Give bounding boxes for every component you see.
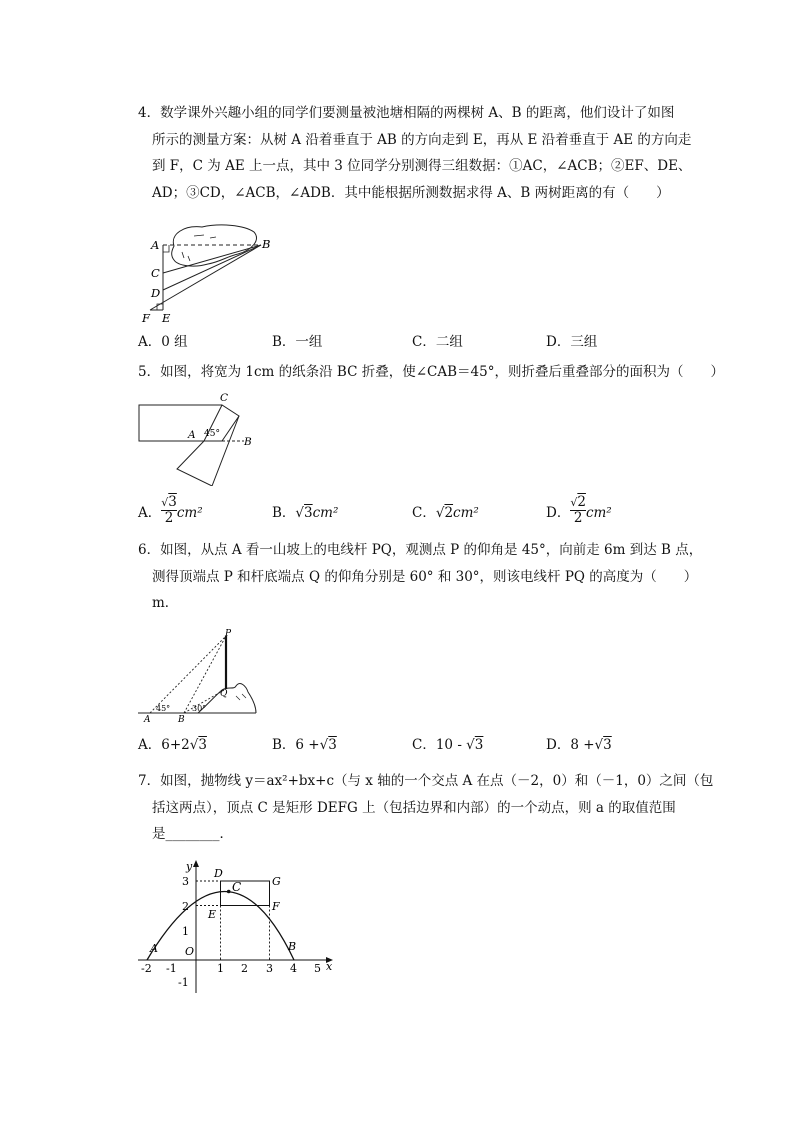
q4-line-3: 到 F，C 为 AE 上一点，其中 3 位同学分别测得三组数据：①AC，∠ACB；②EF、DE、 <box>152 158 692 174</box>
segment-bf <box>150 245 261 310</box>
q4-line-4: AD；③CD，∠ACB，∠ADB．其中能根据所测数据求得 A、B 两树距离的有（ ） <box>152 184 670 201</box>
origin-label: O <box>185 945 195 958</box>
x-tick-4: 4 <box>290 962 297 975</box>
q4-line-2: 所示的测量方案：从树 A 沿着垂直于 AB 的方向走到 E，再从 E 沿着垂直于 AE 的方向走 <box>152 131 692 148</box>
x-tick-1: 1 <box>217 962 224 975</box>
q4-options <box>138 330 683 356</box>
right-angle-a <box>163 245 169 252</box>
q7-line-3: 是________． <box>152 826 233 842</box>
label-f: F <box>272 900 280 913</box>
label-b: B <box>262 237 271 251</box>
label-c: C <box>220 392 229 404</box>
label-a: A <box>188 429 196 441</box>
label-f: F <box>142 311 150 325</box>
q7-line-2: 括这两点），顶点 C 是矩形 DEFG 上（包括边界和内部）的一个动点，则 a 的取值范围 <box>152 799 676 816</box>
question-4 <box>138 100 692 206</box>
label-c: C <box>232 880 242 894</box>
x-tick-2: 2 <box>241 962 248 975</box>
label-angle-30: 30° <box>192 704 207 713</box>
q6-options <box>138 733 683 759</box>
q5-option-c[interactable]: C．√2cm² <box>412 505 479 521</box>
question-5 <box>138 359 724 386</box>
label-d: D <box>151 286 161 300</box>
axis-label-x: x <box>326 960 333 973</box>
label-angle-45: 45° <box>156 704 171 713</box>
label-c: C <box>151 266 160 280</box>
label-b: B <box>178 715 185 725</box>
label-b: B <box>244 436 252 448</box>
q6-line-2: 测得顶端点 P 和杆底端点 Q 的仰角分别是 60° 和 30°，则该电线杆 PQ 的高度为（ ） <box>152 568 698 585</box>
q6-option-a[interactable]: A．6+2√3 <box>138 737 207 753</box>
label-a: A <box>151 238 160 252</box>
label-a: A <box>150 942 158 955</box>
sight-bp <box>184 636 226 713</box>
q6-option-d[interactable]: D．8 +√3 <box>546 737 612 753</box>
x-tick--1: -1 <box>166 962 177 975</box>
y-tick-3: 3 <box>182 875 189 888</box>
label-p: P <box>225 629 232 639</box>
q4-option-a[interactable]: A．0 组 <box>138 334 188 350</box>
sight-ap <box>150 636 226 713</box>
label-e: E <box>208 908 217 921</box>
segment-bc <box>163 245 261 273</box>
label-angle: 45° <box>204 429 220 439</box>
x-tick-5: 5 <box>314 962 321 975</box>
q5-line-1: 5．如图，将宽为 1cm 的纸条沿 BC 折叠，使∠CAB＝45°，则折叠后重叠部分的面积为（ ） <box>138 364 724 380</box>
q4-figure <box>136 222 286 326</box>
pond-hatch <box>182 235 216 261</box>
y-axis-arrow <box>193 860 199 867</box>
vertex-c <box>227 890 231 894</box>
q5-figure <box>136 390 266 486</box>
axis-label-y: y <box>186 860 193 873</box>
q4-option-b[interactable]: B．一组 <box>272 334 323 350</box>
label-g: G <box>272 875 281 888</box>
label-q: Q <box>220 689 228 699</box>
hill-hatch <box>236 694 246 700</box>
q4-line-1: 4．数学课外兴趣小组的同学们要测量被池塘相隔的两棵树 A、B 的距离，他们设计了如图 <box>138 105 675 121</box>
y-tick-1: 1 <box>182 925 189 938</box>
q6-line-3: m． <box>152 595 179 611</box>
label-e: E <box>162 311 171 325</box>
label-a: A <box>144 715 151 725</box>
q7-line-1: 7．如图，抛物线 y＝ax²+bx+c（与 x 轴的一个交点 A 在点（－2，0）和（－1，0）之间（包 <box>138 773 714 789</box>
q5-options <box>138 493 683 531</box>
question-7 <box>138 768 714 848</box>
label-d: D <box>214 867 223 880</box>
folded-strip <box>177 416 239 486</box>
pond-shape <box>172 225 257 266</box>
segment-bd <box>163 245 261 290</box>
y-tick--1: -1 <box>178 976 189 989</box>
question-6 <box>138 537 703 617</box>
q5-option-a[interactable]: A． $\frac{√3}{2}$ cm² <box>138 493 203 526</box>
q6-option-c[interactable]: C．10 - √3 <box>412 737 484 753</box>
q4-option-c[interactable]: C．二组 <box>412 334 463 350</box>
y-tick-2: 2 <box>182 900 189 913</box>
q4-option-d[interactable]: D．三组 <box>546 334 598 350</box>
q6-option-b[interactable]: B．6 +√3 <box>272 737 337 753</box>
x-tick--2: -2 <box>141 962 152 975</box>
q6-figure <box>136 628 258 728</box>
q5-option-d[interactable]: D． $\frac{√2}{2}$ cm² <box>546 493 612 526</box>
q5-option-b[interactable]: B．√3cm² <box>272 505 339 521</box>
q7-graph <box>134 856 340 996</box>
q6-line-1: 6．如图，从点 A 看一山坡上的电线杆 PQ，观测点 P 的仰角是 45°，向前走 6m 到达 B 点， <box>138 542 703 558</box>
label-b: B <box>288 940 297 953</box>
x-tick-3: 3 <box>266 962 273 975</box>
rectangle-defg <box>221 881 270 906</box>
